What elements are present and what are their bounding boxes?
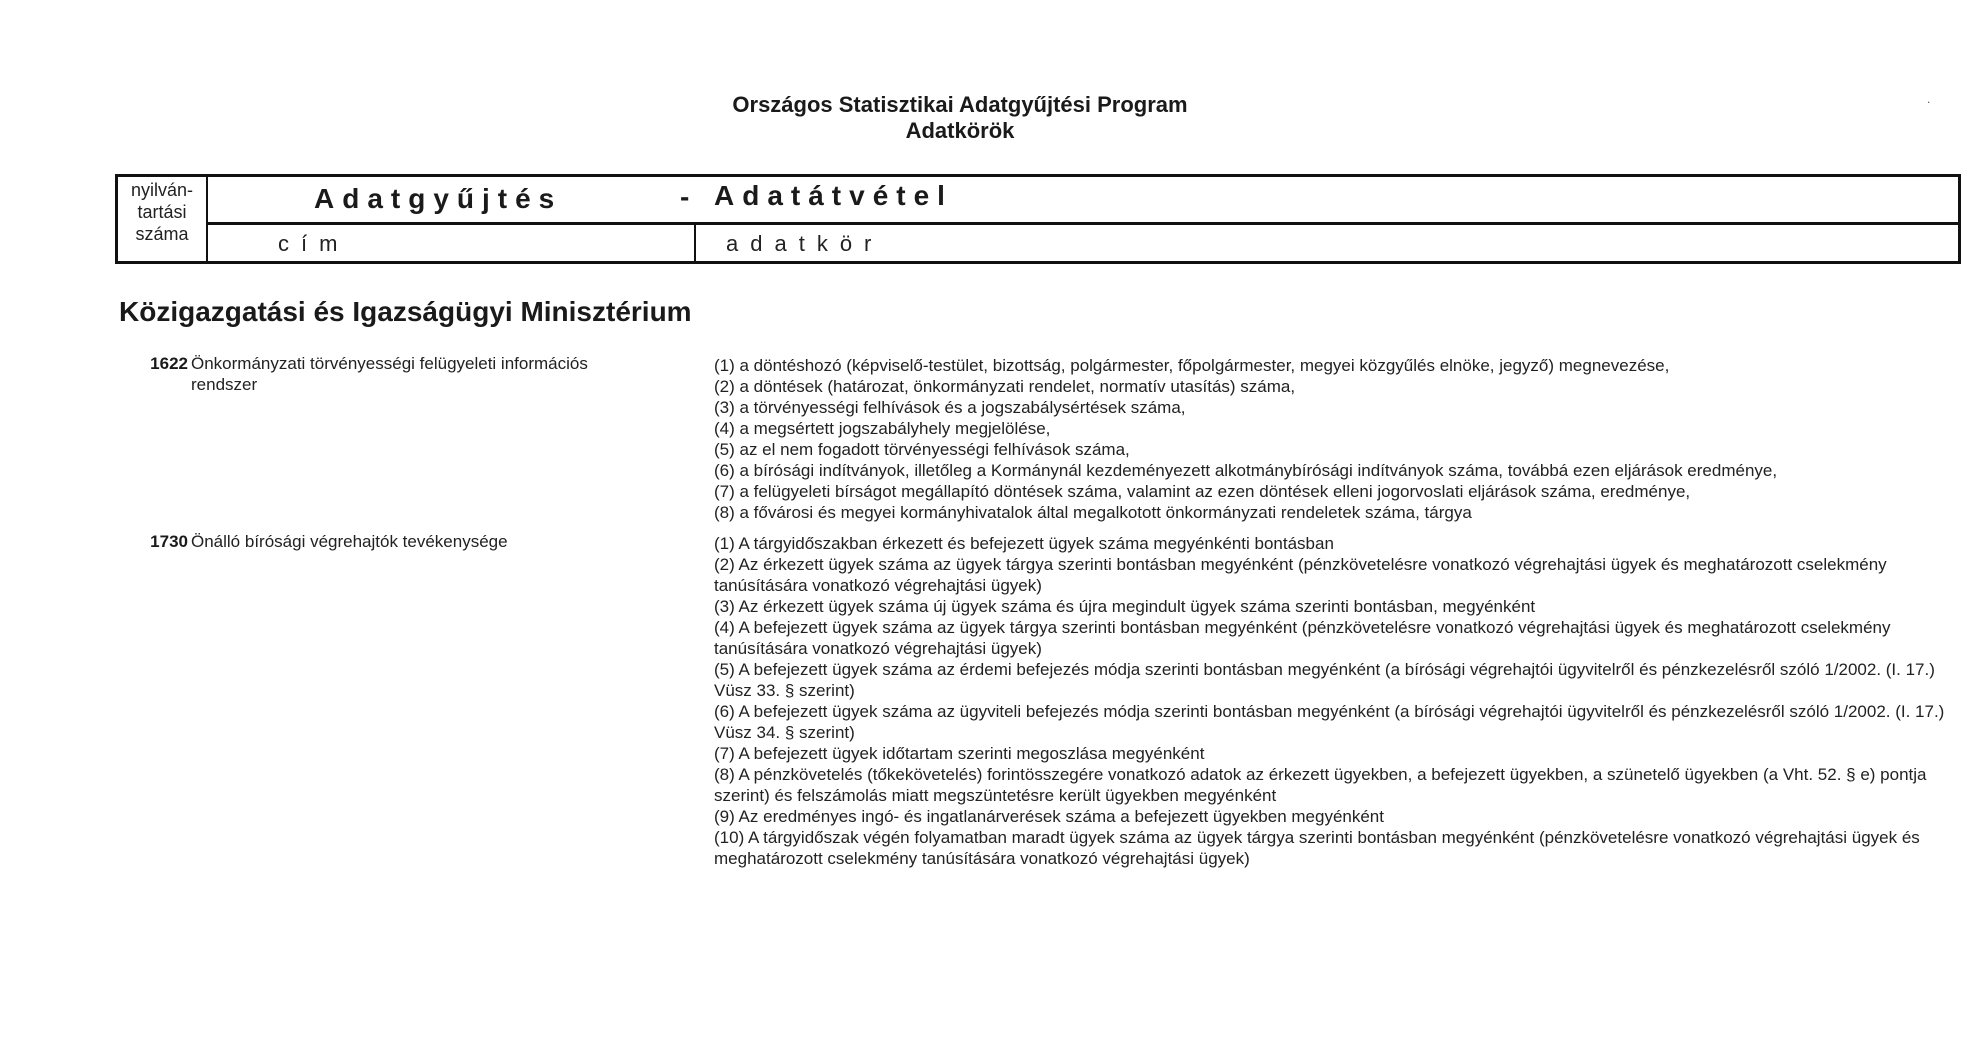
list-item: (8) A pénzkövetelés (tőkekövetelés) forintösszegére vonatkozó adatok az érkezett ügyekben, a befejezett ügyekben, a szünetelő ügyekben (a Vht. 52. § e) pontja szerint) és felszámolás miatt megszüntetésre került ügyekben megyénként (714, 765, 1927, 805)
list-item: (5) az el nem fogadott törvényességi felhívások száma, (714, 440, 1130, 459)
list-item: (1) A tárgyidőszakban érkezett és befejezett ügyek száma megyénkénti bontásban (714, 534, 1334, 553)
header-dash: - (680, 181, 690, 212)
header-number-label-line3: száma (135, 224, 189, 244)
list-item: (6) A befejezett ügyek száma az ügyviteli befejezés módja szerinti bontásban megyénként (a bírósági végrehajtói ügyvitelről és pénzkezelésről szóló 1/2002. (I. 17.) Vüsz 34. § szerint) (714, 702, 1945, 742)
header-collection-label: Adatgyűjtés (314, 183, 563, 214)
list-item: (7) a felügyeleti bírságot megállapító döntések száma, valamint az ezen döntések elleni jogorvoslati eljárások száma, eredménye, (714, 482, 1691, 501)
header-number-label-line2: tartási (137, 202, 187, 222)
header-inner-divider (694, 223, 696, 261)
entry-items (714, 355, 1949, 523)
list-item: (6) a bírósági indítványok, illetőleg a Kormánynál kezdeményezett alkotmánybírósági indítványok száma, továbbá ezen eljárások eredménye, (714, 461, 1778, 480)
list-item: (9) Az eredményes ingó- és ingatlanárverések száma a befejezett ügyekben megyénként (714, 807, 1384, 826)
header-number-label-line1: nyilván- (130, 180, 194, 200)
header-title-column-label: cím (278, 231, 350, 256)
list-item: (5) A befejezett ügyek száma az érdemi befejezés módja szerinti bontásban megyénként (a bírósági végrehajtói ügyvitelről és pénzkezelésről szóló 1/2002. (I. 17.) Vüsz 33. § szerint) (714, 660, 1935, 700)
list-item: (3) a törvényességi felhívások és a jogszabálysértések száma, (714, 398, 1186, 417)
list-item: (1) a döntéshozó (képviselő-testület, bizottság, polgármester, főpolgármester, megyei közgyűlés elnöke, jegyző) megnevezése, (714, 356, 1670, 375)
list-item: (2) Az érkezett ügyek száma az ügyek tárgya szerinti bontásban megyénként (pénzkövetelésre vonatkozó végrehajtási ügyek és meghatározott cselekmény tanúsítására vonatkozó végrehajtási ügyek) (714, 555, 1887, 595)
header-data-scope-column-label: adatkör (726, 231, 884, 256)
entry-items (714, 533, 1949, 869)
entry-title: Önkormányzati törvényességi felügyeleti információs rendszer (191, 354, 588, 394)
ministry-heading: Közigazgatási és Igazságügyi Minisztérium (119, 296, 692, 327)
entry-title: Önálló bírósági végrehajtók tevékenysége (191, 532, 508, 551)
header-table (115, 174, 1961, 264)
header-column-divider (206, 177, 208, 261)
header-transfer-label: Adatátvétel (714, 180, 953, 211)
document-title: Országos Statisztikai Adatgyűjtési Program (732, 92, 1188, 117)
header-number-label (118, 179, 206, 245)
list-item: (8) a fővárosi és megyei kormányhivatalok által megalkotott önkormányzati rendeletek száma, tárgya (714, 503, 1472, 522)
entry-number: 1622 (150, 354, 188, 373)
entry-number: 1730 (150, 532, 188, 551)
document-subtitle: Adatkörök (905, 118, 1015, 143)
list-item: (10) A tárgyidőszak végén folyamatban maradt ügyek száma az ügyek tárgya szerinti bontásban megyénként (pénzkövetelésre vonatkozó végrehajtási ügyek és meghatározott cselekmény tanúsítására vonatkozó végrehajtási ügyek) (714, 828, 1920, 868)
list-item: (4) a megsértett jogszabályhely megjelölése, (714, 419, 1051, 438)
header-row-divider (206, 222, 1958, 225)
list-item: (3) Az érkezett ügyek száma új ügyek száma és újra megindult ügyek száma szerinti bontásban, megyénként (714, 597, 1536, 616)
list-item: (2) a döntések (határozat, önkormányzati rendelet, normatív utasítás) száma, (714, 377, 1296, 396)
list-item: (4) A befejezett ügyek száma az ügyek tárgya szerinti bontásban megyénként (pénzkövetelésre vonatkozó végrehajtási ügyek és meghatározott cselekmény tanúsítására vonatkozó végrehajtási ügyek) (714, 618, 1891, 658)
list-item: (7) A befejezett ügyek időtartam szerinti megoszlása megyénként (714, 744, 1205, 763)
corner-mark: . (1927, 92, 1931, 106)
